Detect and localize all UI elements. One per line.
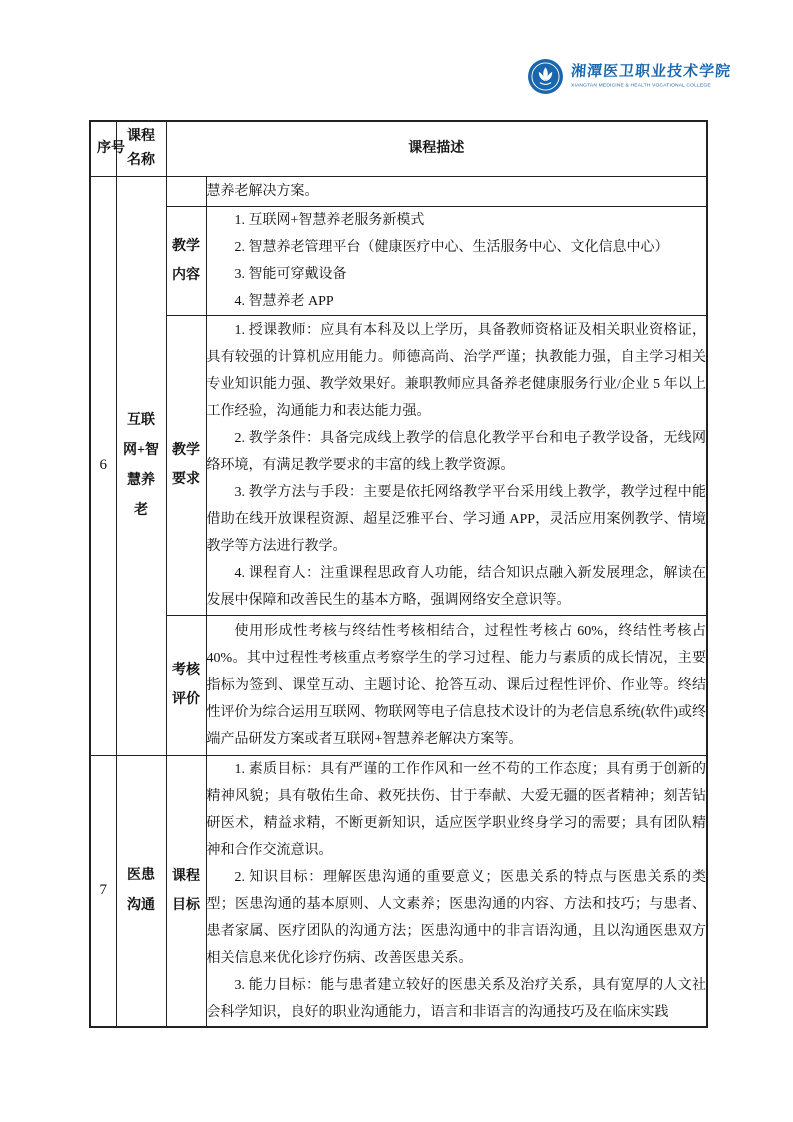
row6-section1-label-cell (166, 176, 206, 206)
row-number: 6 (99, 457, 107, 473)
paragraph: 3. 教学方法与手段：主要是依托网络教学平台采用线上教学，教学过程中能借助在线开放课程资源、超星泛雅平台、学习通 APP，灵活应用案例教学、情境教学等方法进行教学。 (206, 484, 706, 554)
paragraph: 1. 授课教师：应具有本科及以上学历，具备教师资格证及相关职业资格证，具有较强的计算机应用能力。师德高尚、治学严谨；执教能力强，自主学习相关专业知识能力强、教学效果好。兼职教师应具备养老健康服务行业/企业 5 年以上工作经验，沟通能力和表达能力强。 (206, 322, 706, 419)
row6-section2-label-cell (166, 206, 206, 315)
row6-section4-label-cell (166, 615, 206, 755)
header-no (90, 121, 125, 176)
paragraph: 2. 教学条件：具备完成线上教学的信息化教学平台和电子教学设备，无线网络环境，有满足教学要求的丰富的线上教学资源。 (206, 430, 706, 473)
table-row (90, 315, 707, 615)
college-name-cn: 湘潭医卫职业技术学院 (570, 63, 732, 80)
list-item: 3. 智能可穿戴设备 (234, 266, 347, 282)
row6-section1-desc-cell (206, 176, 707, 206)
course-name: 医患沟通 (127, 867, 155, 913)
paragraph: 1. 素质目标：具有严谨的工作作风和一丝不苟的工作态度；具有勇于创新的精神风貌；具有敬佑生命、救死扶伤、甘于奉献、大爱无疆的医者精神；刻苦钻研医术，精益求精，不断更新知识，适应医学职业终身学习的需要；具有团队精神和合作交流意识。 (206, 761, 706, 858)
college-name-en: XIANGTAN MEDICINE & HEALTH VOCATIONAL COLLEGE (571, 82, 711, 88)
header-desc-label: 课程描述 (408, 140, 465, 156)
paragraph: 4. 课程育人：注重课程思政育人功能，结合知识点融入新发展理念，解读在发展中保障和改善民生的基本方略，强调网络安全意识等。 (206, 565, 706, 608)
section-label: 教学要求 (172, 443, 200, 487)
paragraph: 2. 知识目标：理解医患沟通的重要意义；医患关系的特点与医患关系的类型；医患沟通的基本原则、人文素养；医患沟通的内容、方法和技巧；与患者、患者家属、医疗团队的沟通方法；医患沟通中的非言语沟通，且以沟通医患双方相关信息来优化诊疗伤病、改善医患关系。 (206, 869, 706, 966)
table-row (90, 176, 707, 206)
table-row (90, 615, 707, 755)
college-logo (527, 58, 741, 95)
section-label: 考核评价 (172, 663, 200, 707)
row7-course-cell (116, 755, 166, 1027)
section-label: 课程目标 (172, 868, 200, 913)
table-row (90, 206, 707, 315)
row6-course-cell (116, 176, 166, 755)
row7-number-cell (90, 755, 116, 1027)
table-header-row (90, 121, 707, 176)
header-course-desc (166, 121, 707, 176)
row7-section1-label-cell (166, 755, 206, 1027)
row-number: 7 (99, 882, 107, 898)
paragraph: 3. 能力目标：能与患者建立较好的医患关系及治疗关系，具有宽厚的人文社会科学知识，良好的职业沟通能力，语言和非语言的沟通技巧及在临床实践 (206, 977, 706, 1020)
college-name-block (571, 65, 741, 89)
course-name: 互联网+智慧养老 (123, 412, 159, 518)
row6-section2-desc-cell (206, 206, 707, 315)
list-item: 2. 智慧养老管理平台（健康医疗中心、生活服务中心、文化信息中心） (234, 239, 669, 255)
section-label: 教学内容 (172, 238, 200, 283)
row6-section3-desc-cell (206, 315, 707, 615)
table-row (90, 755, 707, 1027)
list-item: 4. 智慧养老 APP (234, 293, 334, 309)
row6-section4-desc-cell (206, 615, 707, 755)
college-emblem-icon (527, 58, 564, 95)
header-course-label: 课程名称 (127, 128, 155, 168)
header-no-label: 序号 (97, 140, 125, 156)
course-description-table (89, 120, 708, 1028)
row7-section1-desc-cell (206, 755, 707, 1027)
paragraph: 慧养老解决方案。 (206, 183, 319, 199)
paragraph: 使用形成性考核与终结性考核相结合，过程性考核占 60%，终结性考核占 40%。其中过程性考核重点考察学生的学习过程、能力与素质的成长情况，主要指标为签到、课堂互动、主题讨论、抢答互动、课后过程性评价、作业等。终结性评价为综合运用互联网、物联网等电子信息技术设计的为老信息系统(软件)或终端产品研发方案或者互联网+智慧养老解决方案等。 (206, 623, 706, 747)
row6-section3-label-cell (166, 315, 206, 615)
row6-number-cell (90, 176, 116, 755)
list-item: 1. 互联网+智慧养老服务新模式 (234, 212, 425, 228)
